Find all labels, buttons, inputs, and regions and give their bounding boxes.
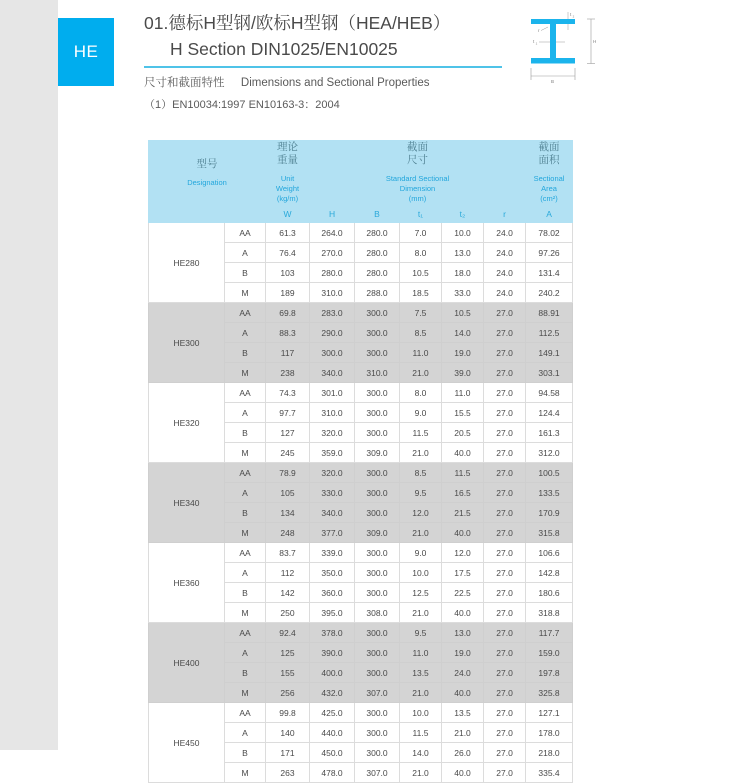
cell-subtype: A [225, 723, 266, 743]
cell-A: 131.4 [526, 263, 573, 283]
cell-t2: 20.5 [442, 423, 484, 443]
title-underline [144, 66, 502, 68]
spec-table-wrap [148, 140, 572, 783]
cell-designation: HE280 [149, 223, 225, 303]
cell-W: 134 [266, 503, 310, 523]
cell-B: 300.0 [355, 323, 400, 343]
cell-A: 178.0 [526, 723, 573, 743]
th-uw-cn1: 理论 [277, 141, 299, 153]
cell-B: 280.0 [355, 223, 400, 243]
cell-designation: HE340 [149, 463, 225, 543]
cell-t1: 8.5 [400, 323, 442, 343]
cell-B: 300.0 [355, 403, 400, 423]
cell-W: 155 [266, 663, 310, 683]
th-uw-en1: Unit [280, 174, 295, 183]
cell-W: 105 [266, 483, 310, 503]
th-area-cn1: 截面 [538, 141, 560, 153]
cell-t1: 8.0 [400, 383, 442, 403]
cell-H: 400.0 [310, 663, 355, 683]
header-row-symbols [149, 205, 573, 223]
cell-r: 27.0 [484, 343, 526, 363]
cell-t2: 40.0 [442, 523, 484, 543]
cell-t2: 19.0 [442, 643, 484, 663]
cell-H: 264.0 [310, 223, 355, 243]
table-row [149, 463, 573, 483]
cell-subtype: A [225, 563, 266, 583]
cell-designation: HE360 [149, 543, 225, 623]
cell-t2: 16.5 [442, 483, 484, 503]
cell-W: 76.4 [266, 243, 310, 263]
page-title-en: H Section DIN1025/EN10025 [170, 39, 398, 59]
label-t1: t [533, 39, 535, 44]
cell-W: 112 [266, 563, 310, 583]
cell-H: 300.0 [310, 343, 355, 363]
cell-W: 99.8 [266, 703, 310, 723]
table-row [149, 623, 573, 643]
cell-B: 300.0 [355, 563, 400, 583]
cell-subtype: M [225, 603, 266, 623]
cell-t2: 13.0 [442, 243, 484, 263]
cell-t1: 11.0 [400, 343, 442, 363]
cell-subtype: B [225, 503, 266, 523]
cell-t2: 19.0 [442, 343, 484, 363]
th-designation-cn: 型号 [196, 157, 218, 170]
cell-subtype: AA [225, 463, 266, 483]
cell-t1: 7.0 [400, 223, 442, 243]
cell-subtype: B [225, 583, 266, 603]
cell-W: 74.3 [266, 383, 310, 403]
table-row [149, 383, 573, 403]
cell-A: 97.26 [526, 243, 573, 263]
cell-designation: HE450 [149, 703, 225, 783]
cell-t2: 12.0 [442, 543, 484, 563]
cell-subtype: AA [225, 303, 266, 323]
cell-r: 27.0 [484, 723, 526, 743]
cell-t1: 21.0 [400, 603, 442, 623]
cell-W: 250 [266, 603, 310, 623]
cell-t1: 13.5 [400, 663, 442, 683]
subtitle-row [144, 72, 524, 94]
cell-A: 325.8 [526, 683, 573, 703]
th-sym-H: H [310, 205, 355, 223]
cell-A: 159.0 [526, 643, 573, 663]
cell-A: 112.5 [526, 323, 573, 343]
title-block [144, 10, 524, 116]
th-sym-t1: t₁ [400, 205, 442, 223]
cell-subtype: B [225, 343, 266, 363]
cell-subtype: M [225, 443, 266, 463]
cell-W: 189 [266, 283, 310, 303]
cell-r: 27.0 [484, 523, 526, 543]
cell-r: 27.0 [484, 383, 526, 403]
cell-H: 378.0 [310, 623, 355, 643]
cell-t1: 9.0 [400, 403, 442, 423]
cell-H: 310.0 [310, 403, 355, 423]
th-unit-weight [266, 141, 310, 205]
cell-A: 318.8 [526, 603, 573, 623]
page-title-cn: 01.德标H型钢/欧标H型钢（HEA/HEB） [144, 13, 451, 33]
cell-t1: 9.0 [400, 543, 442, 563]
cell-W: 97.7 [266, 403, 310, 423]
cell-designation: HE400 [149, 623, 225, 703]
spec-table [148, 140, 573, 783]
table-row [149, 703, 573, 723]
th-area-en2: Area [541, 184, 557, 193]
cell-A: 106.6 [526, 543, 573, 563]
cell-A: 240.2 [526, 283, 573, 303]
cell-H: 390.0 [310, 643, 355, 663]
cell-subtype: M [225, 683, 266, 703]
cell-B: 300.0 [355, 623, 400, 643]
cell-t1: 12.0 [400, 503, 442, 523]
cell-W: 69.8 [266, 303, 310, 323]
cell-A: 315.8 [526, 523, 573, 543]
cell-t2: 10.0 [442, 223, 484, 243]
cell-A: 88.91 [526, 303, 573, 323]
th-sym-B: B [355, 205, 400, 223]
th-dim-cn1: 截面 [407, 141, 429, 153]
cell-subtype: M [225, 283, 266, 303]
cell-r: 27.0 [484, 503, 526, 523]
th-sym-blank1 [149, 205, 225, 223]
cell-t1: 11.5 [400, 723, 442, 743]
th-dim-en1: Standard Sectional [385, 174, 450, 183]
cell-W: 238 [266, 363, 310, 383]
cell-subtype: A [225, 403, 266, 423]
cell-r: 27.0 [484, 323, 526, 343]
cell-t2: 40.0 [442, 763, 484, 783]
cell-t2: 21.5 [442, 503, 484, 523]
th-area-en1: Sectional [533, 174, 565, 183]
cell-W: 125 [266, 643, 310, 663]
th-dimension [310, 141, 526, 205]
th-sym-A: A [526, 205, 573, 223]
cell-H: 310.0 [310, 283, 355, 303]
cell-t2: 13.0 [442, 623, 484, 643]
cell-t1: 11.5 [400, 423, 442, 443]
cell-t1: 18.5 [400, 283, 442, 303]
cell-W: 103 [266, 263, 310, 283]
cell-r: 27.0 [484, 563, 526, 583]
cell-H: 340.0 [310, 363, 355, 383]
h-section-svg [513, 8, 613, 96]
cell-r: 27.0 [484, 463, 526, 483]
cell-A: 218.0 [526, 743, 573, 763]
cell-B: 300.0 [355, 463, 400, 483]
cell-H: 339.0 [310, 543, 355, 563]
cell-t1: 7.5 [400, 303, 442, 323]
cell-B: 300.0 [355, 343, 400, 363]
page-header [58, 0, 750, 130]
cell-W: 88.3 [266, 323, 310, 343]
cell-r: 27.0 [484, 543, 526, 563]
cell-r: 27.0 [484, 623, 526, 643]
subtitle-en: Dimensions and Sectional Properties [240, 77, 430, 89]
cell-r: 27.0 [484, 603, 526, 623]
cell-t2: 15.5 [442, 403, 484, 423]
cell-A: 149.1 [526, 343, 573, 363]
cell-t2: 40.0 [442, 603, 484, 623]
cell-t1: 8.5 [400, 463, 442, 483]
label-t2: t [570, 12, 572, 17]
cell-r: 27.0 [484, 763, 526, 783]
cell-t1: 8.0 [400, 243, 442, 263]
cell-r: 24.0 [484, 263, 526, 283]
cell-t2: 39.0 [442, 363, 484, 383]
th-uw-en3: (kg/m) [276, 194, 299, 203]
cell-r: 27.0 [484, 363, 526, 383]
cell-t1: 11.0 [400, 643, 442, 663]
cell-t2: 11.0 [442, 383, 484, 403]
cell-H: 432.0 [310, 683, 355, 703]
cell-designation: HE320 [149, 383, 225, 463]
cell-B: 280.0 [355, 243, 400, 263]
cell-t1: 21.0 [400, 443, 442, 463]
cell-H: 320.0 [310, 423, 355, 443]
cell-H: 440.0 [310, 723, 355, 743]
cell-r: 27.0 [484, 443, 526, 463]
cell-B: 310.0 [355, 363, 400, 383]
cell-subtype: M [225, 523, 266, 543]
cell-t1: 21.0 [400, 763, 442, 783]
h-section-diagram [513, 8, 613, 96]
cell-t1: 21.0 [400, 523, 442, 543]
bottom-flange-shape [531, 58, 575, 64]
th-sym-W: W [266, 205, 310, 223]
cell-A: 180.6 [526, 583, 573, 603]
cell-W: 256 [266, 683, 310, 703]
cell-A: 127.1 [526, 703, 573, 723]
cell-A: 312.0 [526, 443, 573, 463]
top-flange-shape [531, 19, 575, 24]
th-uw-cn2: 重量 [277, 154, 299, 166]
cell-t2: 18.0 [442, 263, 484, 283]
th-sym-r: r [484, 205, 526, 223]
cell-subtype: A [225, 243, 266, 263]
he-badge [58, 18, 114, 86]
cell-subtype: B [225, 743, 266, 763]
cell-r: 27.0 [484, 743, 526, 763]
cell-r: 27.0 [484, 303, 526, 323]
cell-t2: 13.5 [442, 703, 484, 723]
table-row [149, 303, 573, 323]
cell-H: 283.0 [310, 303, 355, 323]
cell-t2: 40.0 [442, 683, 484, 703]
cell-subtype: AA [225, 383, 266, 403]
cell-A: 124.4 [526, 403, 573, 423]
table-head [149, 141, 573, 223]
cell-A: 117.7 [526, 623, 573, 643]
cell-H: 301.0 [310, 383, 355, 403]
cell-subtype: A [225, 323, 266, 343]
cell-H: 350.0 [310, 563, 355, 583]
cell-H: 340.0 [310, 503, 355, 523]
cell-B: 307.0 [355, 683, 400, 703]
cell-W: 142 [266, 583, 310, 603]
label-B: B [551, 79, 555, 84]
cell-r: 24.0 [484, 283, 526, 303]
cell-r: 27.0 [484, 683, 526, 703]
cell-H: 280.0 [310, 263, 355, 283]
cell-B: 300.0 [355, 483, 400, 503]
cell-subtype: AA [225, 543, 266, 563]
web-shape [550, 24, 556, 58]
cell-r: 27.0 [484, 483, 526, 503]
cell-A: 133.5 [526, 483, 573, 503]
cell-W: 83.7 [266, 543, 310, 563]
th-designation [149, 141, 266, 205]
cell-subtype: A [225, 643, 266, 663]
cell-r: 27.0 [484, 643, 526, 663]
th-uw-en2: Weight [275, 184, 300, 193]
cell-subtype: B [225, 663, 266, 683]
cell-W: 61.3 [266, 223, 310, 243]
cell-t1: 21.0 [400, 363, 442, 383]
cell-W: 171 [266, 743, 310, 763]
cell-subtype: M [225, 763, 266, 783]
cell-t2: 11.5 [442, 463, 484, 483]
cell-H: 425.0 [310, 703, 355, 723]
th-dim-cn2: 尺寸 [407, 154, 429, 166]
table-row [149, 223, 573, 243]
th-area [526, 141, 573, 205]
cell-H: 320.0 [310, 463, 355, 483]
cell-B: 300.0 [355, 743, 400, 763]
cell-t1: 9.5 [400, 623, 442, 643]
cell-t1: 10.0 [400, 703, 442, 723]
label-r: r [538, 28, 540, 33]
cell-subtype: AA [225, 703, 266, 723]
cell-W: 248 [266, 523, 310, 543]
cell-H: 450.0 [310, 743, 355, 763]
cell-r: 24.0 [484, 223, 526, 243]
cell-t1: 10.5 [400, 263, 442, 283]
cell-W: 263 [266, 763, 310, 783]
cell-r: 27.0 [484, 583, 526, 603]
cell-H: 360.0 [310, 583, 355, 603]
cell-B: 300.0 [355, 503, 400, 523]
cell-t1: 12.5 [400, 583, 442, 603]
cell-A: 78.02 [526, 223, 573, 243]
cell-r: 27.0 [484, 663, 526, 683]
standards-line: （1）EN10034:1997 EN10163-3：2004 [144, 99, 340, 111]
cell-r: 27.0 [484, 703, 526, 723]
cell-A: 100.5 [526, 463, 573, 483]
cell-B: 300.0 [355, 723, 400, 743]
cell-A: 335.4 [526, 763, 573, 783]
cell-B: 300.0 [355, 663, 400, 683]
cell-t1: 14.0 [400, 743, 442, 763]
left-gray-rail [0, 0, 58, 750]
cell-H: 290.0 [310, 323, 355, 343]
cell-W: 78.9 [266, 463, 310, 483]
cell-r: 24.0 [484, 243, 526, 263]
cell-designation: HE300 [149, 303, 225, 383]
cell-B: 300.0 [355, 303, 400, 323]
cell-H: 377.0 [310, 523, 355, 543]
th-dim-en3: (mm) [408, 194, 427, 203]
cell-t2: 17.5 [442, 563, 484, 583]
th-designation-en: Designation [187, 177, 227, 187]
cell-t2: 40.0 [442, 443, 484, 463]
cell-r: 27.0 [484, 423, 526, 443]
cell-B: 300.0 [355, 703, 400, 723]
cell-H: 359.0 [310, 443, 355, 463]
cell-subtype: B [225, 263, 266, 283]
th-area-en3: (cm²) [540, 194, 558, 203]
cell-H: 330.0 [310, 483, 355, 503]
cell-W: 140 [266, 723, 310, 743]
th-sym-blank2 [225, 205, 266, 223]
cell-A: 161.3 [526, 423, 573, 443]
he-badge-label: HE [73, 42, 99, 61]
cell-W: 245 [266, 443, 310, 463]
cell-H: 478.0 [310, 763, 355, 783]
cell-W: 117 [266, 343, 310, 363]
cell-subtype: M [225, 363, 266, 383]
r-leader-line [541, 27, 548, 31]
cell-B: 309.0 [355, 523, 400, 543]
table-body [149, 223, 573, 783]
cell-B: 308.0 [355, 603, 400, 623]
cell-W: 92.4 [266, 623, 310, 643]
label-t1-sub: 1 [535, 41, 538, 46]
label-t2-sub: 2 [572, 14, 575, 19]
cell-r: 27.0 [484, 403, 526, 423]
cell-t2: 14.0 [442, 323, 484, 343]
cell-subtype: AA [225, 223, 266, 243]
cell-t1: 10.0 [400, 563, 442, 583]
cell-subtype: B [225, 423, 266, 443]
cell-t2: 33.0 [442, 283, 484, 303]
cell-B: 309.0 [355, 443, 400, 463]
cell-B: 300.0 [355, 643, 400, 663]
cell-A: 94.58 [526, 383, 573, 403]
cell-subtype: A [225, 483, 266, 503]
cell-subtype: AA [225, 623, 266, 643]
cell-A: 142.8 [526, 563, 573, 583]
cell-B: 307.0 [355, 763, 400, 783]
cell-B: 300.0 [355, 583, 400, 603]
cell-H: 395.0 [310, 603, 355, 623]
cell-B: 300.0 [355, 383, 400, 403]
cell-A: 170.9 [526, 503, 573, 523]
cell-t2: 22.5 [442, 583, 484, 603]
th-sym-t2: t₂ [442, 205, 484, 223]
cell-A: 197.8 [526, 663, 573, 683]
cell-A: 303.1 [526, 363, 573, 383]
th-area-cn2: 面积 [538, 154, 560, 166]
cell-H: 270.0 [310, 243, 355, 263]
cell-t1: 21.0 [400, 683, 442, 703]
cell-t1: 9.5 [400, 483, 442, 503]
subtitle-cn: 尺寸和截面特性 [144, 77, 225, 89]
cell-t2: 24.0 [442, 663, 484, 683]
label-H: H [593, 39, 597, 44]
cell-t2: 10.5 [442, 303, 484, 323]
cell-W: 127 [266, 423, 310, 443]
cell-B: 300.0 [355, 543, 400, 563]
cell-B: 280.0 [355, 263, 400, 283]
th-dim-en2: Dimension [399, 184, 436, 193]
cell-B: 300.0 [355, 423, 400, 443]
cell-B: 288.0 [355, 283, 400, 303]
cell-t2: 21.0 [442, 723, 484, 743]
cell-t2: 26.0 [442, 743, 484, 763]
table-row [149, 543, 573, 563]
